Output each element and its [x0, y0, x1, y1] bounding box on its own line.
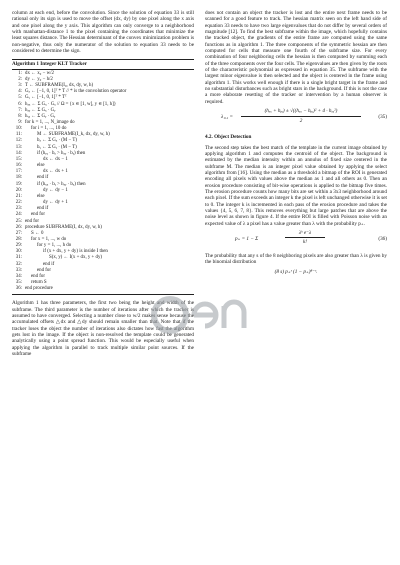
detection-paragraph: The second step takes the best match of the template in the current image obtained by applying algorithm 1 and computes the centroid of the object. The background is estimated by the median intensity within an annulus of fixed size centered in the subframe M. The median is an integer pixel value obtained by applying the select algorithm from [16]. Using the median as a threshold a bitmap of the ROI is generated encoding all pixels with values above the median as 1 and all others as 0. Then an erosion procedure consisting of bit-wise operations is applied to the bitmap five times. The erosion procedure counts how many bits are set within a 3x3 neighborhood around each pixel. If the sum exceeds an integer k the pixel is left unchanged otherwise it is set to 0. The integer k is incremented in each pass of the erosion procedure and takes the values {4, 5, 6, 7, 8}. This removes everything but large patches that are above the noise level as shown in figure 4. If the entire ROI is filled with Poisson noise with an expected value of λ a pixel has a value greater than λ with the probability p₊.: [205, 144, 387, 227]
eq35-fraction-bar: [241, 116, 361, 117]
line-code: else: [37, 163, 45, 169]
line-code: end for: [37, 267, 51, 273]
line-code: else: [37, 193, 45, 199]
line-code: dx ← x₀ − w/2: [25, 70, 54, 76]
binomial-paragraph: The probability that any s of the 8 neighboring pixels are also greater than λ is given by the binomial distribution: [205, 252, 387, 266]
eq35-number: (35): [378, 114, 387, 121]
line-number: 9:: [18, 120, 22, 125]
line-number: 35:: [15, 280, 22, 286]
line-number: 30:: [15, 249, 22, 255]
eq36-fraction-bar: [285, 237, 325, 238]
equation-36: [205, 230, 387, 250]
line-code: for i = 1, ..., 10 do: [31, 126, 67, 132]
line-code: return S: [31, 280, 47, 286]
line-code: hₓₓ ← Σ Gₓ · Gₓ // Ω = {x ∈ [1, w], y ∈ [1, h]}: [25, 101, 117, 107]
line-number: 21:: [15, 193, 22, 199]
watermark-ring: [154, 299, 186, 331]
eq36-numerator: λᵏ e⁻λ: [298, 229, 312, 236]
line-code: if (hₓₓ · bᵧ > hₓᵧ · bₓ) then: [37, 181, 86, 187]
line-number: 19:: [15, 181, 22, 187]
line-number: 5:: [18, 95, 22, 101]
line-number: 20:: [15, 187, 22, 193]
line-number: 7:: [18, 107, 22, 113]
line-code: dy ← dy − 1: [43, 187, 68, 193]
line-number: 34:: [15, 273, 22, 279]
line-number: 24:: [15, 212, 22, 218]
eq35-numerator: (hₓₓ + hᵧᵧ) ± √((hₓₓ − hᵧᵧ)² + 4 · hₓᵧ²): [264, 108, 338, 115]
line-number: 31:: [15, 255, 22, 261]
line-code: S ← 0: [31, 230, 44, 236]
line-number: 23:: [15, 206, 22, 212]
line-number: 28:: [15, 236, 22, 242]
line-number: 22:: [15, 200, 22, 206]
eq37-expression: (8 s) p₊ˢ (1 − p₊)⁸⁻ˢ.: [274, 268, 318, 275]
line-code: dx ← dx + 1: [43, 169, 68, 175]
line-code: hₓᵧ ← Σ Gₓ · Gᵧ: [25, 107, 56, 113]
line-code: end if: [43, 261, 55, 267]
eq36-denominator: k!: [302, 239, 308, 246]
line-number: 8:: [18, 113, 22, 119]
line-number: 16:: [15, 163, 22, 169]
line-number: 32:: [15, 261, 22, 267]
line-number: 11:: [15, 132, 22, 138]
line-code: T ← SUBFRAME(I₀, dx, dy, w, h): [25, 83, 94, 89]
line-number: 26:: [15, 224, 22, 230]
hessian-paragraph: does not contain an object the tracker is lost and the entire next frame needs to be scanned for a good feature to track. The hessian matrix seen on the left hand side of equation 33 needs to have two large eigenvalues that do not differ by several orders of magnitude [12]. To find the best subframe within the image, which hopefully contains the tracked object, the gradients of the entire frame are computed using the same functions as in algorithm 1. The three components of the symmetric hessian are then computed for cells that measure one fourth of the subframe size. For every combination of four neighboring cells the hessian is then computed by summing each of the three components over the four cells. The eigenvalues are then given by the roots of the characteristic polynomial as expressed in equation 35. The subframe with the largest minor eigenvalue is then selected and the object is centered in the frame using algorithm 1. This works well enough if there is a single bright target in the frame and no substantial disturbances such as bright stars in the background. If this is not the case a more elaborate resetting of the tracker or intervention by a human observer is required.: [205, 10, 387, 105]
line-number: 29:: [15, 243, 22, 249]
eq36-number: (36): [378, 235, 387, 242]
line-number: 27:: [15, 230, 22, 236]
eq36-fraction: [285, 230, 325, 246]
line-number: 33:: [15, 267, 22, 273]
line-number: 18:: [15, 175, 22, 181]
line-code: S(x, y) ← I(x + dx, y + dy): [49, 255, 103, 261]
line-code: end for: [31, 273, 45, 279]
line-code: Gₓ ← [−1, 0, 1]ᵀ * T // * is the convolution operator: [25, 89, 127, 95]
line-number: 12:: [15, 138, 22, 144]
line-number: 1:: [18, 70, 22, 76]
equation-35: [205, 108, 387, 128]
line-code: Gᵧ ← [−1, 0, 1]ᵀ * Tᵀ: [25, 95, 67, 101]
line-number: 36:: [15, 286, 22, 292]
algorithm-box: [12, 59, 194, 295]
line-code: dx ← dx − 1: [43, 156, 68, 162]
line-code: bₓ ← Σ Gₓ · (M − T): [37, 138, 78, 144]
line-number: 25:: [15, 218, 22, 224]
line-code: end for: [31, 212, 45, 218]
line-code: end if: [37, 206, 49, 212]
line-number: 14:: [15, 150, 22, 156]
algorithm-lines: [12, 71, 194, 293]
eq35-lhs: λ₁,₂ =: [221, 114, 233, 121]
watermark-e: [194, 304, 216, 326]
line-code: for k = 1, ..., N_image do: [25, 120, 75, 125]
watermark-logo: [150, 280, 260, 350]
line-code: end if: [37, 175, 49, 181]
line-code: if (hᵧᵧ · bₓ > hₓᵧ · bᵧ) then: [37, 150, 86, 156]
line-number: 17:: [15, 169, 22, 175]
line-number: 6:: [18, 101, 22, 107]
line-number: 13:: [15, 144, 22, 150]
line-code: procedure SUBFRAME(I, dx, dy, w, h): [25, 224, 102, 230]
watermark-n: [224, 302, 244, 328]
line-code: bᵧ ← Σ Gᵧ · (M − T): [37, 144, 77, 150]
eq35-fraction: [241, 108, 361, 124]
line-code: hᵧᵧ ← Σ Gᵧ · Gᵧ: [25, 113, 56, 119]
line-code: end for: [25, 218, 39, 224]
eq36-lhs: p₊ = 1 − Σ: [235, 235, 259, 242]
line-code: dy ← y₀ − h/2: [25, 76, 53, 82]
section-heading: 4.2. Object Detection: [205, 134, 252, 141]
line-number: 4:: [18, 89, 22, 95]
intro-paragraph: column at each end, before the convolution. Since the solution of equation 33 is still rational only its sign is used to move the offset (dx, dy) by one pixel along the x axis and one pixel along the y axis. This algorithm can only converge to a neighborhood with manhattan-distance 1 to the pixel containing the coordinates that minimize the least squares distance. The Hessian determinant of the convex minimization problem is non-negative, thus only the numerator of the solution to equation 33 needs to be considered to determine the sign.: [12, 10, 194, 55]
outro-paragraph: Algorithm 1 has three parameters, the first two being the height and width of the subframe. The third parameter is the number of iterations after which the tracker is assumed to have converged. Selecting a number close to w/2 makes sense because the accumulated offsets △dx and △dy should remain smaller than that. Note that if the tracker loses the object the number of iterations also dictates how fast the algorithm gets lost in the image. If the object is non-resolved the template could be generated analytically using a point spread function. This would be especially useful when applying the algorithm in parallel to track multiple similar point sources. If the subframe: [12, 300, 194, 358]
line-number: 2:: [18, 76, 22, 82]
line-code: dy ← dy + 1: [43, 200, 68, 206]
line-code: end procedure: [25, 286, 53, 292]
line-number: 10:: [15, 126, 22, 132]
right-column: [205, 10, 387, 286]
line-code: for y = 1, ..., h do: [37, 243, 72, 249]
line-code: for x = 1, ..., w do: [31, 236, 67, 242]
line-code: if (x + dx, y + dy) is inside I then: [43, 249, 108, 255]
line-number: 15:: [15, 156, 22, 162]
eq35-denominator: 2: [299, 117, 303, 124]
line-code: M ← SUBFRAME(I_k, dx, dy, w, h): [37, 132, 110, 138]
algorithm-title: Algorithm 1 Integer KLT Tracker: [12, 61, 194, 69]
line-number: 3:: [18, 83, 22, 89]
